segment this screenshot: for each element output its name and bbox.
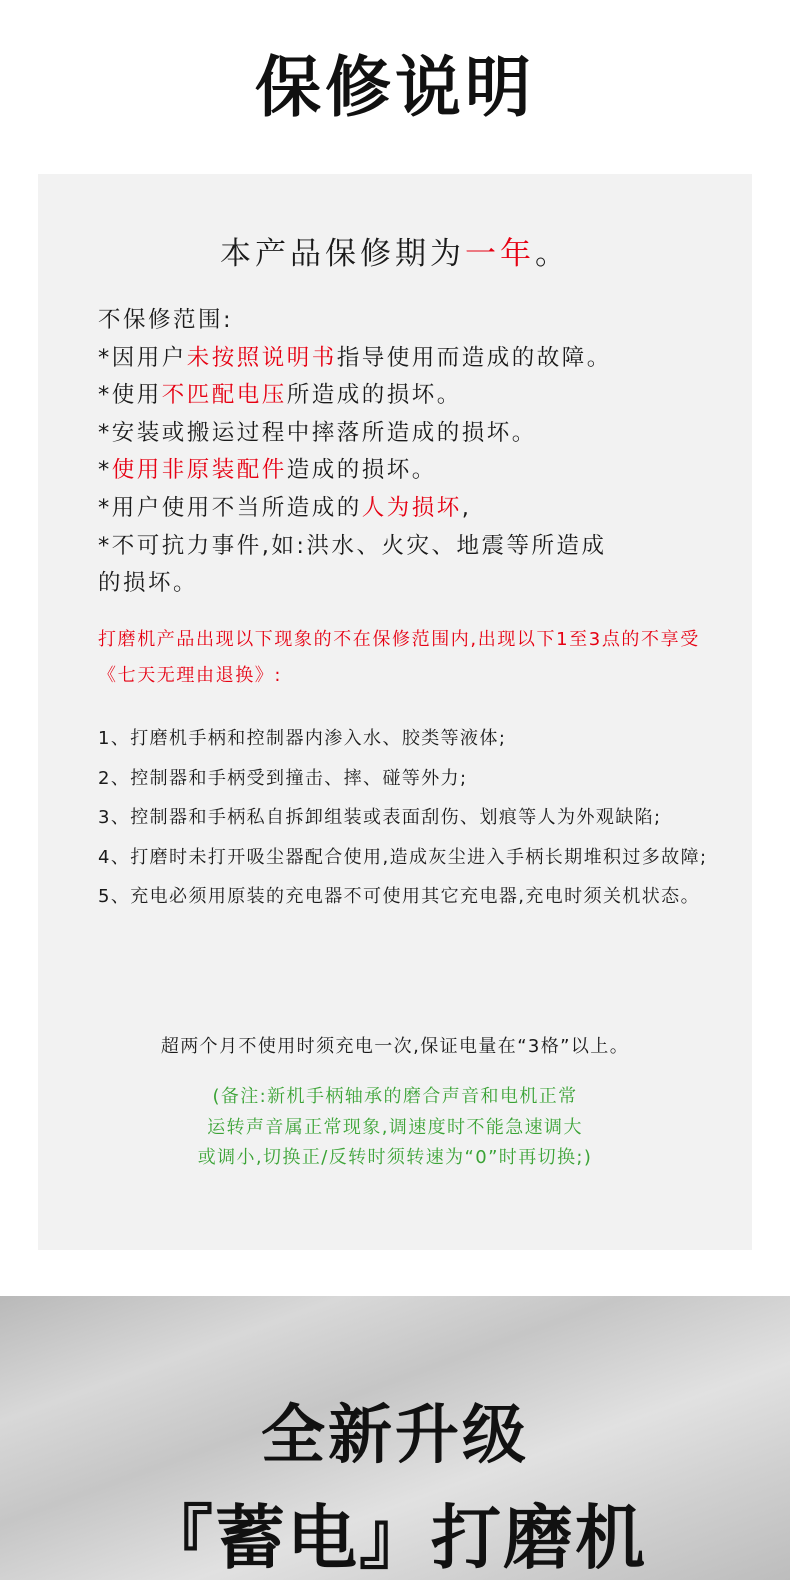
warranty-period: [38, 234, 752, 274]
exclusion-highlight: 未按照说明书: [186, 344, 337, 371]
exclusion-text: ,: [461, 494, 472, 521]
warranty-period-prefix: 本产品保修期为: [220, 236, 465, 272]
exclusion-text: *因用户: [98, 344, 187, 371]
exclusion-text: 所造成的损坏。: [286, 382, 462, 409]
condition-item: 5、充电必须用原装的充电器不可使用其它充电器,充电时须关机状态。: [98, 886, 700, 907]
exclusion-text: 造成的损坏。: [286, 457, 437, 484]
banner-headline: 全新升级: [261, 1399, 529, 1473]
remark-note: [38, 1082, 752, 1174]
condition-item: 2、控制器和手柄受到撞击、摔、碰等外力;: [98, 767, 468, 789]
charging-note: 超两个月不使用时须充电一次,保证电量在“3格”以上。: [160, 1036, 630, 1057]
exclusion-highlight: 使用非原装配件: [111, 457, 287, 484]
exclusion-item: [98, 490, 718, 528]
upgrade-banner: [0, 1296, 790, 1580]
no-return-notice: 打磨机产品出现以下现象的不在保修范围内,出现以下1至3点的不享受《七天无理由退换》:: [98, 629, 700, 686]
condition-item: 4、打磨时未打开吸尘器配合使用,造成灰尘进入手柄长期堆积过多故障;: [98, 846, 708, 868]
exclusion-text: *: [98, 457, 112, 484]
exclusion-text: *安装或搬运过程中摔落所造成的损坏。: [98, 419, 537, 446]
exclusions-heading: 不保修范围:: [98, 307, 234, 333]
exclusion-highlight: 人为损坏: [361, 494, 462, 521]
condition-item: 1、打磨机手柄和控制器内渗入水、胶类等液体;: [98, 728, 507, 749]
exclusion-text: *不可抗力事件,如:洪水、火灾、地震等所造成: [98, 532, 607, 559]
exclusion-item: [98, 528, 718, 566]
warranty-duration: 一年: [465, 236, 535, 272]
exclusions-list: [98, 302, 718, 603]
exclusion-text: *用户使用不当所造成的: [98, 494, 362, 521]
banner-product-name: 『蓄电』打磨机: [143, 1497, 647, 1579]
exclusion-text: 指导使用而造成的故障。: [336, 344, 612, 371]
exclusion-item: [98, 415, 718, 453]
exclusion-text: *使用: [98, 382, 162, 409]
remark-line: (备注:新机手柄轴承的磨合声音和电机正常: [212, 1086, 578, 1107]
exclusion-text: 的损坏。: [98, 570, 199, 597]
condition-item: 3、控制器和手柄私自拆卸组装或表面刮伤、划痕等人为外观缺陷;: [98, 807, 662, 828]
exclusion-item: [98, 340, 718, 378]
exclusion-item: [98, 565, 718, 603]
exclusion-item: [98, 452, 718, 490]
remark-line: 运转声音属正常现象,调速度时不能急速调大: [207, 1116, 583, 1138]
page-title: 保修说明: [255, 49, 535, 126]
exclusion-item: [98, 377, 718, 415]
remark-line: 或调小,切换正/反转时须转速为“0”时再切换;): [197, 1147, 593, 1168]
warranty-panel: [38, 174, 752, 1250]
conditions-list: [98, 719, 718, 917]
warranty-period-suffix: 。: [535, 236, 570, 272]
exclusion-highlight: 不匹配电压: [161, 382, 287, 409]
